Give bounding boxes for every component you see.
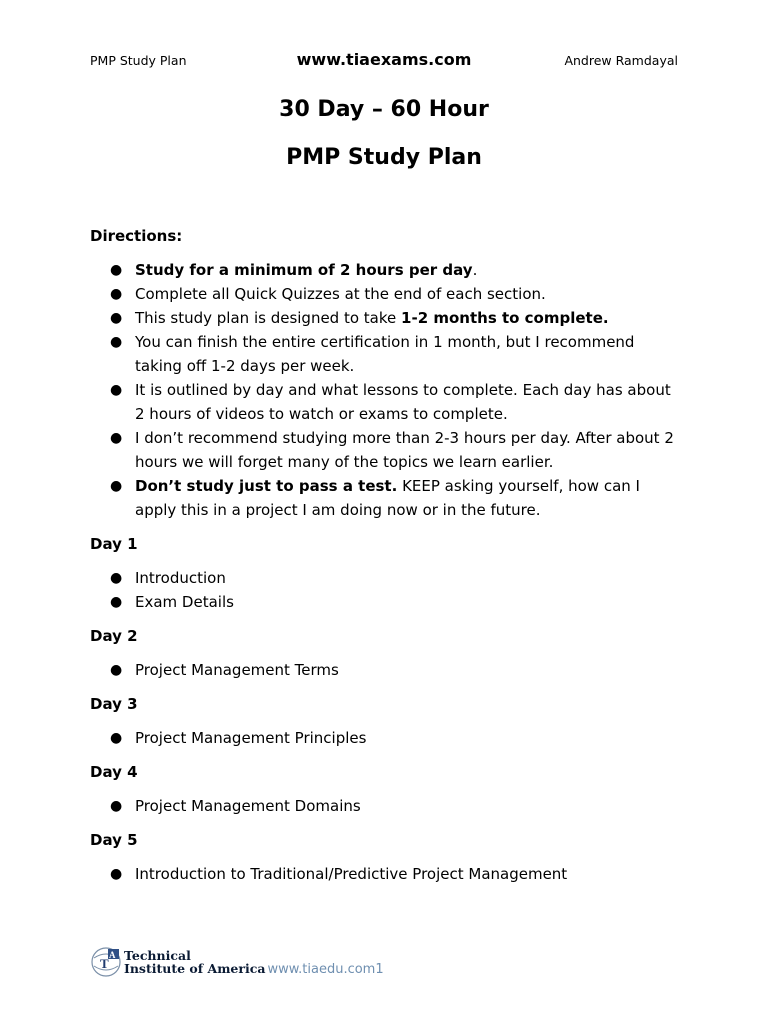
bullet-icon: ● bbox=[110, 286, 123, 302]
directions-item bbox=[90, 258, 680, 282]
page-title-line2: PMP Study Plan bbox=[286, 145, 482, 170]
day-5-list bbox=[90, 862, 680, 886]
bullet-icon: ● bbox=[110, 478, 123, 494]
tia-logo-icon bbox=[90, 946, 122, 978]
bullet-icon: ● bbox=[110, 570, 123, 586]
directions-item-text: You can finish the entire certification in 1 month, but I recommend taking off 1-2 days per week. bbox=[135, 333, 635, 375]
list-item-text: Project Management Terms bbox=[135, 661, 339, 679]
directions-item bbox=[90, 474, 680, 522]
header-author: Andrew Ramdayal bbox=[564, 53, 678, 68]
day-3-list bbox=[90, 726, 680, 750]
institute-name-line1: Technical bbox=[124, 948, 191, 963]
day-2-list bbox=[90, 658, 680, 682]
list-item-text: Project Management Principles bbox=[135, 729, 367, 747]
directions-item-text: . bbox=[472, 261, 478, 279]
bullet-icon: ● bbox=[110, 798, 123, 814]
bullet-icon: ● bbox=[110, 594, 123, 610]
svg-text:T: T bbox=[100, 956, 109, 971]
directions-item-bold: Don’t study just to pass a test. bbox=[135, 477, 398, 495]
bullet-icon: ● bbox=[110, 430, 123, 446]
footer-url-link[interactable]: www.tiaedu.com1 bbox=[267, 962, 384, 977]
list-item bbox=[90, 794, 680, 818]
bullet-icon: ● bbox=[110, 662, 123, 678]
directions-item bbox=[90, 426, 680, 474]
directions-heading: Directions: bbox=[90, 227, 183, 245]
list-item-text: Exam Details bbox=[135, 593, 234, 611]
directions-list bbox=[90, 258, 680, 522]
header-left-title: PMP Study Plan bbox=[90, 53, 187, 68]
list-item bbox=[90, 590, 680, 614]
day-3-heading: Day 3 bbox=[90, 695, 138, 713]
bullet-icon: ● bbox=[110, 866, 123, 882]
list-item bbox=[90, 566, 680, 590]
directions-item bbox=[90, 282, 680, 306]
directions-item-text: This study plan is designed to take bbox=[135, 309, 402, 327]
day-4-list bbox=[90, 794, 680, 818]
document-body bbox=[90, 224, 680, 896]
directions-item bbox=[90, 306, 680, 330]
bullet-icon: ● bbox=[110, 382, 123, 398]
footer bbox=[90, 946, 384, 978]
bullet-icon: ● bbox=[110, 730, 123, 746]
directions-item bbox=[90, 378, 680, 426]
day-2-heading: Day 2 bbox=[90, 627, 138, 645]
list-item-text: Project Management Domains bbox=[135, 797, 361, 815]
directions-item bbox=[90, 330, 680, 378]
directions-item-text: It is outlined by day and what lessons to complete. Each day has about 2 hours of videos to watch or exams to complete. bbox=[135, 381, 671, 423]
directions-item-text: I don’t recommend studying more than 2-3 hours per day. After about 2 hours we will forget many of the topics we learn earlier. bbox=[135, 429, 674, 471]
header-website: www.tiaexams.com bbox=[296, 50, 472, 69]
day-4-heading: Day 4 bbox=[90, 763, 138, 781]
directions-item-bold: 1-2 months to complete. bbox=[401, 309, 609, 327]
bullet-icon: ● bbox=[110, 334, 123, 350]
directions-item-text: Complete all Quick Quizzes at the end of each section. bbox=[135, 285, 546, 303]
directions-item-text: KEEP asking yourself, how can I apply this in a project I am doing now or in the future. bbox=[135, 477, 640, 519]
list-item-text: Introduction to Traditional/Predictive Project Management bbox=[135, 865, 568, 883]
directions-item-bold: Study for a minimum of 2 hours per day bbox=[135, 261, 473, 279]
institute-name-line2: Institute of America bbox=[124, 961, 266, 976]
list-item bbox=[90, 862, 680, 886]
page-title-line1: 30 Day – 60 Hour bbox=[279, 97, 489, 122]
svg-text:A: A bbox=[109, 950, 116, 960]
day-1-list bbox=[90, 566, 680, 614]
list-item bbox=[90, 726, 680, 750]
institute-name bbox=[124, 949, 265, 975]
bullet-icon: ● bbox=[110, 310, 123, 326]
list-item-text: Introduction bbox=[135, 569, 226, 587]
day-5-heading: Day 5 bbox=[90, 831, 138, 849]
list-item bbox=[90, 658, 680, 682]
bullet-icon: ● bbox=[110, 262, 123, 278]
day-1-heading: Day 1 bbox=[90, 535, 138, 553]
